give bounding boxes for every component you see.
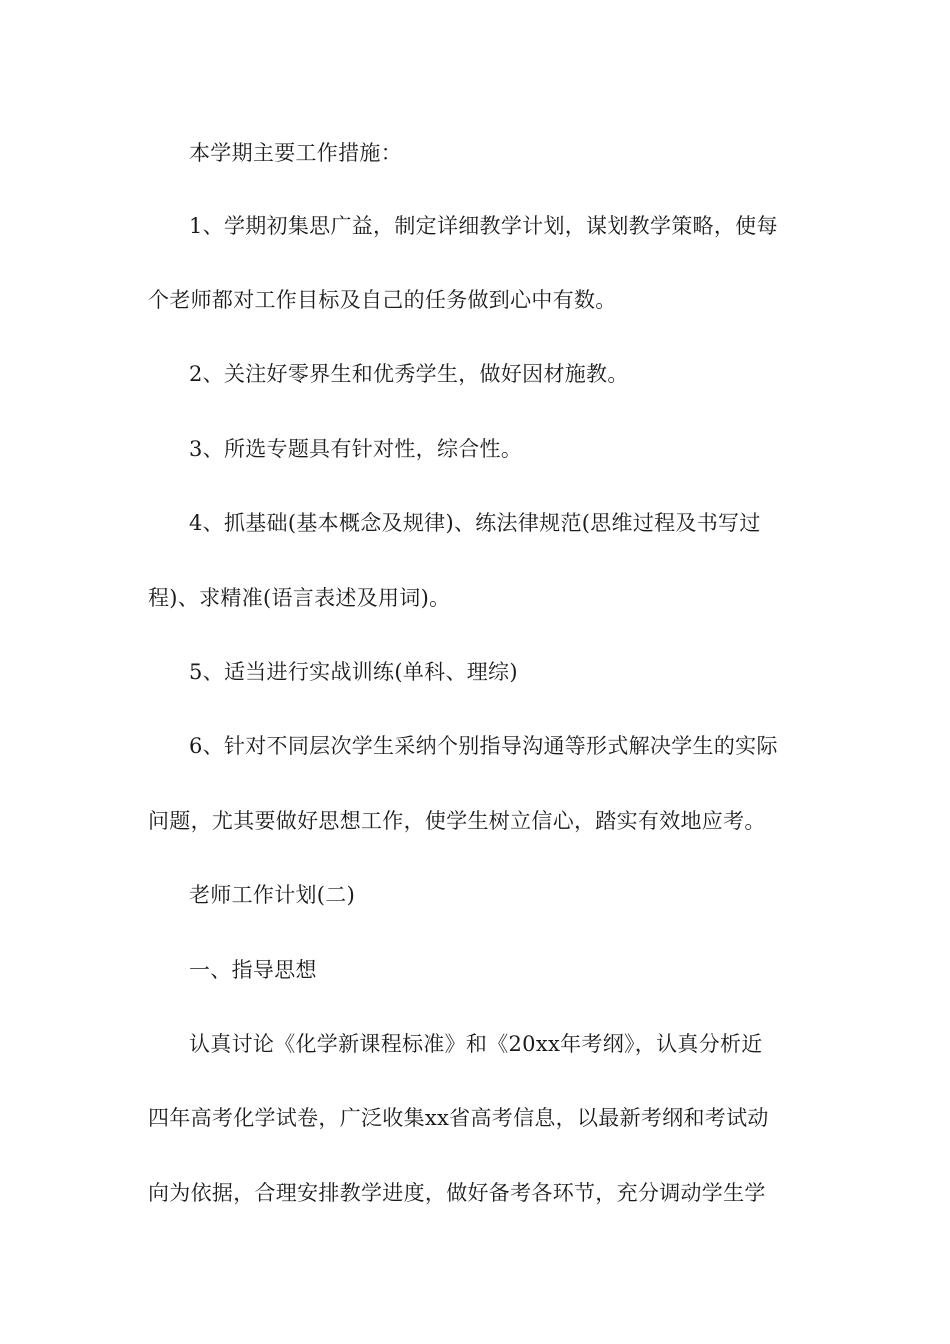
item-1-line-1: 1、学期初集思广益，制定详细教学计划，谋划教学策略，使每 [189,214,778,238]
heading-guiding-ideology: 一、指导思想 [189,958,317,982]
item-2: 2、关注好零界生和优秀学生，做好因材施教。 [189,362,629,386]
item-5: 5、适当进行实战训练(单科、理综) [189,660,518,684]
heading-measures: 本学期主要工作措施： [189,141,402,165]
item-4-line-1: 4、抓基础(基本概念及规律)、练法律规范(思维过程及书写过 [189,511,761,535]
ideology-line-1: 认真讨论《化学新课程标准》和《20xx年考纲》，认真分析近 [189,1032,763,1056]
item-4-line-2: 程)、求精准(语言表述及用词)。 [148,586,451,610]
item-6-line-2: 问题，尤其要做好思想工作，使学生树立信心，踏实有效地应考。 [148,809,766,833]
item-3: 3、所选专题具有针对性，综合性。 [189,437,523,461]
section-title-plan-2: 老师工作计划(二) [189,883,356,907]
ideology-line-2: 四年高考化学试卷，广泛收集xx省高考信息，以最新考纲和考试动 [148,1106,769,1130]
item-6-line-1: 6、针对不同层次学生采纳个别指导沟通等形式解决学生的实际 [189,734,778,758]
item-1-line-2: 个老师都对工作目标及自己的任务做到心中有数。 [148,288,617,312]
ideology-line-3: 向为依据，合理安排教学进度，做好备考各环节，充分调动学生学 [148,1181,766,1205]
